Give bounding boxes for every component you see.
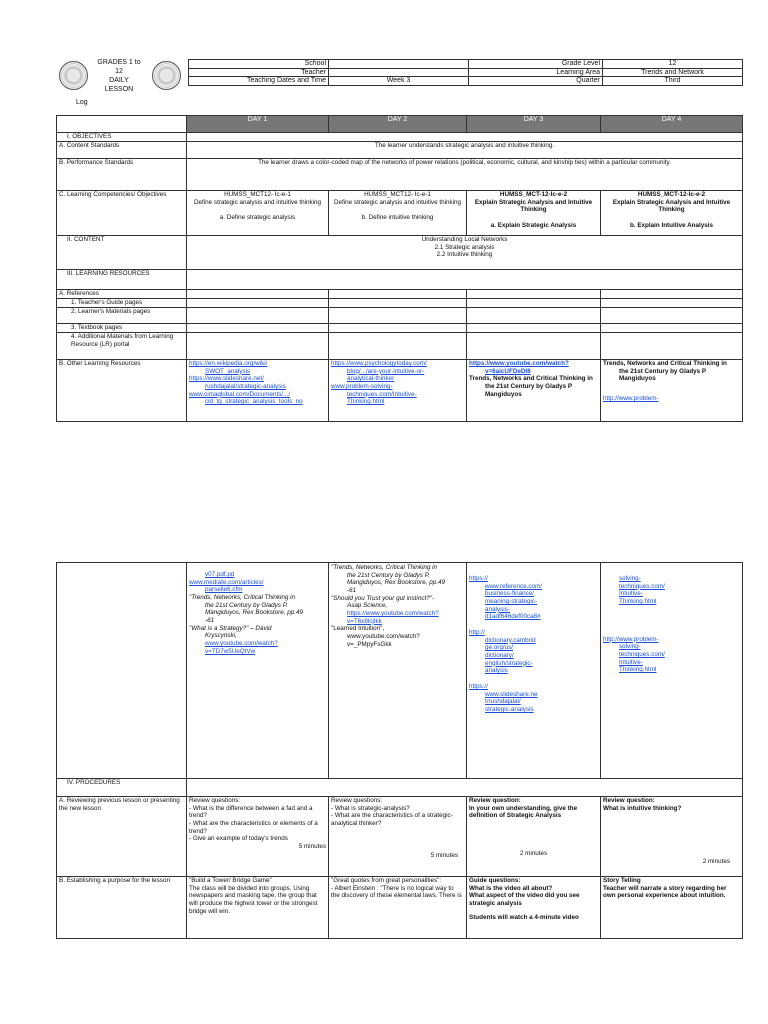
resource-link[interactable]: Intuitive- (619, 658, 643, 666)
resources2-day4 (601, 563, 743, 779)
purpose-text: Guide questions: (469, 877, 521, 884)
cell (601, 333, 743, 360)
purpose-day4 (601, 877, 743, 939)
ref-item-additional: 4. Additional Materials from Learning Resource (LR) portal (57, 333, 187, 360)
resource-text: -61 (205, 617, 215, 625)
review-text: - What is strategic-analysis? (331, 804, 410, 812)
title-block (84, 59, 154, 95)
purpose-day1 (187, 877, 329, 939)
reviewing-day2 (329, 797, 467, 877)
cell (467, 333, 601, 360)
content-line: Understanding Local Networks (421, 236, 508, 243)
resource-link[interactable]: d1adf646def00ca8# (485, 613, 541, 621)
cell (187, 333, 329, 360)
resource-text: the 21st Century by Gladys P. (205, 601, 288, 609)
resource-text: www.youtube.com/watch? (347, 633, 420, 641)
reviewing-day3 (467, 797, 601, 877)
review-text: - Give an example of today's trends (189, 835, 288, 843)
teacher-label: Teacher (189, 68, 329, 77)
procedures-heading: IV. PROCEDURES (57, 779, 187, 797)
resource-link[interactable]: www.youtube.com/watch? (205, 640, 278, 648)
resource-link[interactable]: Intuitive- (619, 590, 643, 598)
grade-level-value: 12 (603, 60, 743, 69)
resource-text: v=_PMpyFsGkk (347, 640, 392, 648)
resource-link[interactable]: http:// (469, 629, 485, 637)
header-info-table (188, 59, 743, 86)
title-line: 12 (115, 67, 123, 75)
purpose-text: Teacher will narrate a story regarding her own personal experience about intuition. (603, 884, 727, 900)
ref-item-textbook: 3. Textbook pages (57, 324, 187, 333)
competency-code: HUMSS_MCT12- Ic-e-1 (364, 191, 431, 198)
cell (187, 308, 329, 324)
resource-link[interactable]: www.problem-solving- (331, 383, 393, 391)
resource-link[interactable]: dictionary.cambrid (485, 636, 536, 644)
purpose-label: B. Establishing a purpose for the lesson (57, 877, 187, 939)
objectives-heading: I. OBJECTIVES (57, 133, 187, 142)
purpose-text: Story Telling (603, 877, 641, 884)
resource-text: -61 (347, 587, 357, 595)
resource-link[interactable]: ge.org/us/ (485, 644, 514, 652)
resource-link[interactable]: Thinking.html (619, 598, 657, 606)
resource-link[interactable]: english/strategic- (485, 659, 533, 667)
ref-item-lm: 2. Learner's Materials pages (57, 308, 187, 324)
teacher-value (329, 68, 469, 77)
review-text: Review questions: (189, 797, 241, 804)
content-standards-value: The learner understands strategic analysis and intuitive thinking. (187, 142, 743, 159)
competency-item: b. Explain Intuitive Analysis (629, 222, 714, 230)
content-heading: II. CONTENT (57, 236, 187, 270)
cell (329, 299, 467, 308)
resources2-day2 (329, 563, 467, 779)
review-text: - What is the difference between a fad and a trend? (189, 804, 313, 820)
resources-day3 (467, 360, 601, 422)
resource-link[interactable]: rushdajalal/strategic-analysis (205, 383, 286, 391)
purpose-text: The class will be divided into groups. Using newspapers and masking tape, the group that will produce the highest tower or the strongest bridge will win. (189, 884, 318, 915)
competency-code: HUMSS_MCT-12-Ic-e-2 (637, 191, 706, 198)
resource-text: the 21st Century by Gladys P (619, 367, 707, 375)
cell (601, 299, 743, 308)
resource-link[interactable]: v=6aicUFDeDI8 (485, 367, 531, 375)
review-text: - What are the characteristics of a strategic-analytical thinker? (331, 812, 453, 828)
ref-item-tg: 1. Teacher's Guide pages (57, 299, 187, 308)
resource-link[interactable]: https://www.psychologytoday.com/ (331, 360, 427, 367)
resource-link[interactable]: t/rushdajalal/ (485, 698, 521, 706)
competency-day4 (601, 191, 743, 236)
resource-text: "What is a Strategy?" – David (189, 624, 272, 632)
learning-resources-heading: III. LEARNING RESOURCES (57, 270, 187, 290)
resource-link[interactable]: analysis- (485, 605, 510, 613)
resource-link[interactable]: analytical-thinker (347, 375, 395, 383)
resource-link[interactable]: http://www.problem- (603, 395, 659, 403)
teaching-dates-value: Week 3 (329, 77, 469, 86)
cell (467, 290, 601, 299)
cell (467, 308, 601, 324)
resources2-day1 (187, 563, 329, 779)
cell (329, 290, 467, 299)
reviewing-day1 (187, 797, 329, 877)
resource-text: Asap Science, (347, 602, 388, 610)
resource-text: "Trends, Networks, Critical Thinking in (189, 594, 296, 602)
learning-resources-fill (187, 270, 743, 290)
review-text: - What are the characteristics or elements of a trend? (189, 820, 318, 835)
competency-desc: Explain Strategic Analysis and Intuitive Thinking (474, 198, 593, 214)
performance-standards-value: The learner draws a color-coded map of the networks of power relations (political, economic, cultural, and kinship ties) within a particular community. (187, 159, 743, 191)
content-line: 2.2 Intuitive thinking (436, 251, 493, 259)
purpose-text: Students will watch a 4-minute video (469, 913, 579, 921)
resource-link[interactable]: parselle6.cfm (205, 586, 243, 594)
resource-text: "Should you Trust your gut instinct?"- (331, 594, 435, 602)
deped-seal-right-icon (152, 61, 181, 90)
school-label: School (189, 60, 329, 69)
resource-link[interactable]: strategic-analysis (485, 706, 534, 714)
competency-day2 (329, 191, 467, 236)
resource-link[interactable]: solving- (619, 643, 641, 651)
competency-item: b. Define intuitive thinking (361, 214, 434, 222)
resource-link[interactable]: https://www.youtube.com/watch? (347, 610, 439, 618)
competency-day1 (187, 191, 329, 236)
day-header: DAY 2 (329, 116, 467, 133)
learning-area-value: Trends and Network (603, 68, 743, 77)
resources-day1 (187, 360, 329, 422)
cell (467, 299, 601, 308)
resource-link[interactable]: Thinking.html (347, 398, 385, 406)
reviewing-label: A. Reviewing previous lesson or presenting the new lesson (57, 797, 187, 877)
resource-link[interactable]: v07.pdf.pd (205, 571, 235, 578)
competency-desc: Define strategic analysis and intuitive thinking (193, 198, 322, 206)
resource-text: "Trends, Networks, Critical Thinking in (331, 564, 438, 571)
resource-link[interactable]: SWOT_analysis (205, 367, 251, 375)
resource-link[interactable]: https:// (469, 575, 488, 582)
resource-link[interactable]: dictionary/ (485, 652, 514, 660)
resource-link[interactable]: https://www.youtube.com/watch? (469, 360, 569, 367)
resource-link[interactable]: https:// (469, 683, 488, 691)
resource-link[interactable]: business-finance/ (485, 590, 535, 598)
other-resources-label: B. Other Learning Resources (57, 360, 187, 422)
resource-text: Kryscynski, (205, 632, 237, 640)
competency-desc: Explain Strategic Analysis and Intuitive Thinking (612, 198, 731, 214)
resource-link[interactable]: www.slideshare.ne (485, 690, 538, 698)
review-time: 5 minutes (430, 851, 458, 859)
resource-link[interactable]: techniques.com/ (619, 651, 665, 659)
resource-text: Mangiduyos, Rex Bookstore, pp.49 (205, 609, 304, 617)
learning-area-label: Learning Area (469, 68, 603, 77)
cell (187, 324, 329, 333)
competency-desc: Define strategic analysis and intuitive thinking (333, 198, 462, 206)
title-line: GRADES 1 to (97, 59, 141, 66)
competency-item: a. Define strategic analysis (219, 214, 296, 222)
review-time: 2 minutes (519, 850, 548, 858)
resource-text: Trends, Networks and Critical Thinking in (603, 360, 727, 367)
cell (329, 308, 467, 324)
cell (467, 324, 601, 333)
resource-text: "Learned Intuition", (331, 625, 385, 633)
purpose-text: "Build a Tower/ Bridge Game" (189, 877, 272, 884)
resource-link[interactable]: Thinking.html (619, 666, 657, 674)
performance-standards-label: B. Performance Standards (57, 159, 187, 191)
resources-day4 (601, 360, 743, 422)
review-text: Review questions: (331, 797, 383, 804)
day-header: DAY 3 (467, 116, 601, 133)
purpose-text: - Albert Einstein : "There is no logical way to the discovery of these elemental laws. There is (331, 884, 462, 900)
review-text: In your own understanding, give the definition of Strategic Analysis (469, 804, 578, 820)
resource-link[interactable]: solving- (619, 575, 641, 582)
resource-link[interactable]: techniques.com/ (619, 582, 665, 590)
resource-link[interactable]: techniques.com/Intuitive- (347, 390, 417, 398)
procedures-fill (187, 779, 743, 797)
blank-cell (57, 116, 187, 133)
purpose-text: What is the video all about? (469, 884, 553, 892)
purpose-day3 (467, 877, 601, 939)
resources-day2 (329, 360, 467, 422)
resource-text: Mangiduyos (619, 375, 656, 383)
review-time: 5 minutes (298, 843, 326, 851)
lesson-table-page-2 (56, 562, 743, 939)
competencies-label: C. Learning Competencies/ Objectives (57, 191, 187, 236)
purpose-text: "Great quotes from great personalities": (331, 877, 442, 884)
day-header: DAY 4 (601, 116, 743, 133)
competency-code: HUMSS_MCT12- Ic-e-1 (224, 191, 291, 198)
resource-text: Mangiduyos, Rex Bookstore, pp.49 (347, 579, 446, 587)
resource-link[interactable]: https://en.wikipedia.org/wiki/ (189, 360, 268, 367)
review-text: Review question: (603, 797, 655, 804)
title-line: DAILY (109, 76, 129, 84)
content-value (187, 236, 743, 270)
cell (601, 324, 743, 333)
cell (601, 308, 743, 324)
competency-item: a. Explain Strategic Analysis (490, 222, 577, 230)
resource-link[interactable]: blog/.../are-your-intuitive-or- (347, 367, 425, 375)
resource-link[interactable]: http://www.problem- (603, 635, 659, 643)
review-time: 2 minutes (702, 858, 730, 866)
resource-link[interactable]: v=T6x8lcjIkk (347, 617, 382, 625)
resource-link[interactable]: meaning-strategic- (485, 598, 538, 606)
day-header: DAY 1 (187, 116, 329, 133)
purpose-day2 (329, 877, 467, 939)
reviewing-day4 (601, 797, 743, 877)
resource-link[interactable]: www.cimaglobal.com/Documents/.../ (189, 390, 291, 398)
review-text: Review question: (469, 797, 521, 804)
quarter-label: Quarter (469, 77, 603, 86)
purpose-text: What aspect of the video did you see strategic analysis (469, 892, 580, 908)
lesson-table-page-1 (56, 115, 743, 422)
content-standards-label: A. Content Standards (57, 142, 187, 159)
review-text: What is intuitive thinking? (603, 804, 682, 812)
title-line-log: Log (76, 99, 88, 106)
school-value (329, 60, 469, 69)
teaching-dates-label: Teaching Dates and Time (189, 77, 329, 86)
cell (329, 324, 467, 333)
cell (601, 290, 743, 299)
references-label: A. References (57, 290, 187, 299)
resource-text: Mangiduyos (485, 390, 522, 398)
quarter-value: Third (603, 77, 743, 86)
title-line: LESSON (104, 85, 134, 93)
resource-link[interactable]: https://www.slideshare.net/ (189, 375, 264, 383)
cell (187, 299, 329, 308)
objectives-fill (187, 133, 743, 142)
competency-day3 (467, 191, 601, 236)
resource-text: Trends, Networks and Critical Thinking in (469, 375, 593, 383)
other-resources-continued (57, 563, 187, 779)
content-line: 2.1 Strategic analysis (434, 243, 495, 251)
resources2-day3 (467, 563, 601, 779)
resource-link[interactable]: www.mediate.com/articles/ (189, 578, 264, 586)
cell (187, 290, 329, 299)
resource-link[interactable]: v=TD7w5UeQtVw (205, 647, 256, 655)
resource-text: the 21st Century by Gladys P. (347, 571, 430, 579)
resource-link[interactable]: cid_tg_strategic_analysis_tools_no (205, 398, 303, 406)
competency-code: HUMSS_MCT-12-Ic-e-2 (499, 191, 568, 198)
resource-link[interactable]: www.reference.com/ (485, 582, 543, 590)
grade-level-label: Grade Level (469, 60, 603, 69)
resource-text: the 21st Century by Gladys P (485, 383, 573, 391)
cell (329, 333, 467, 360)
resource-link[interactable]: analysis (485, 667, 508, 675)
